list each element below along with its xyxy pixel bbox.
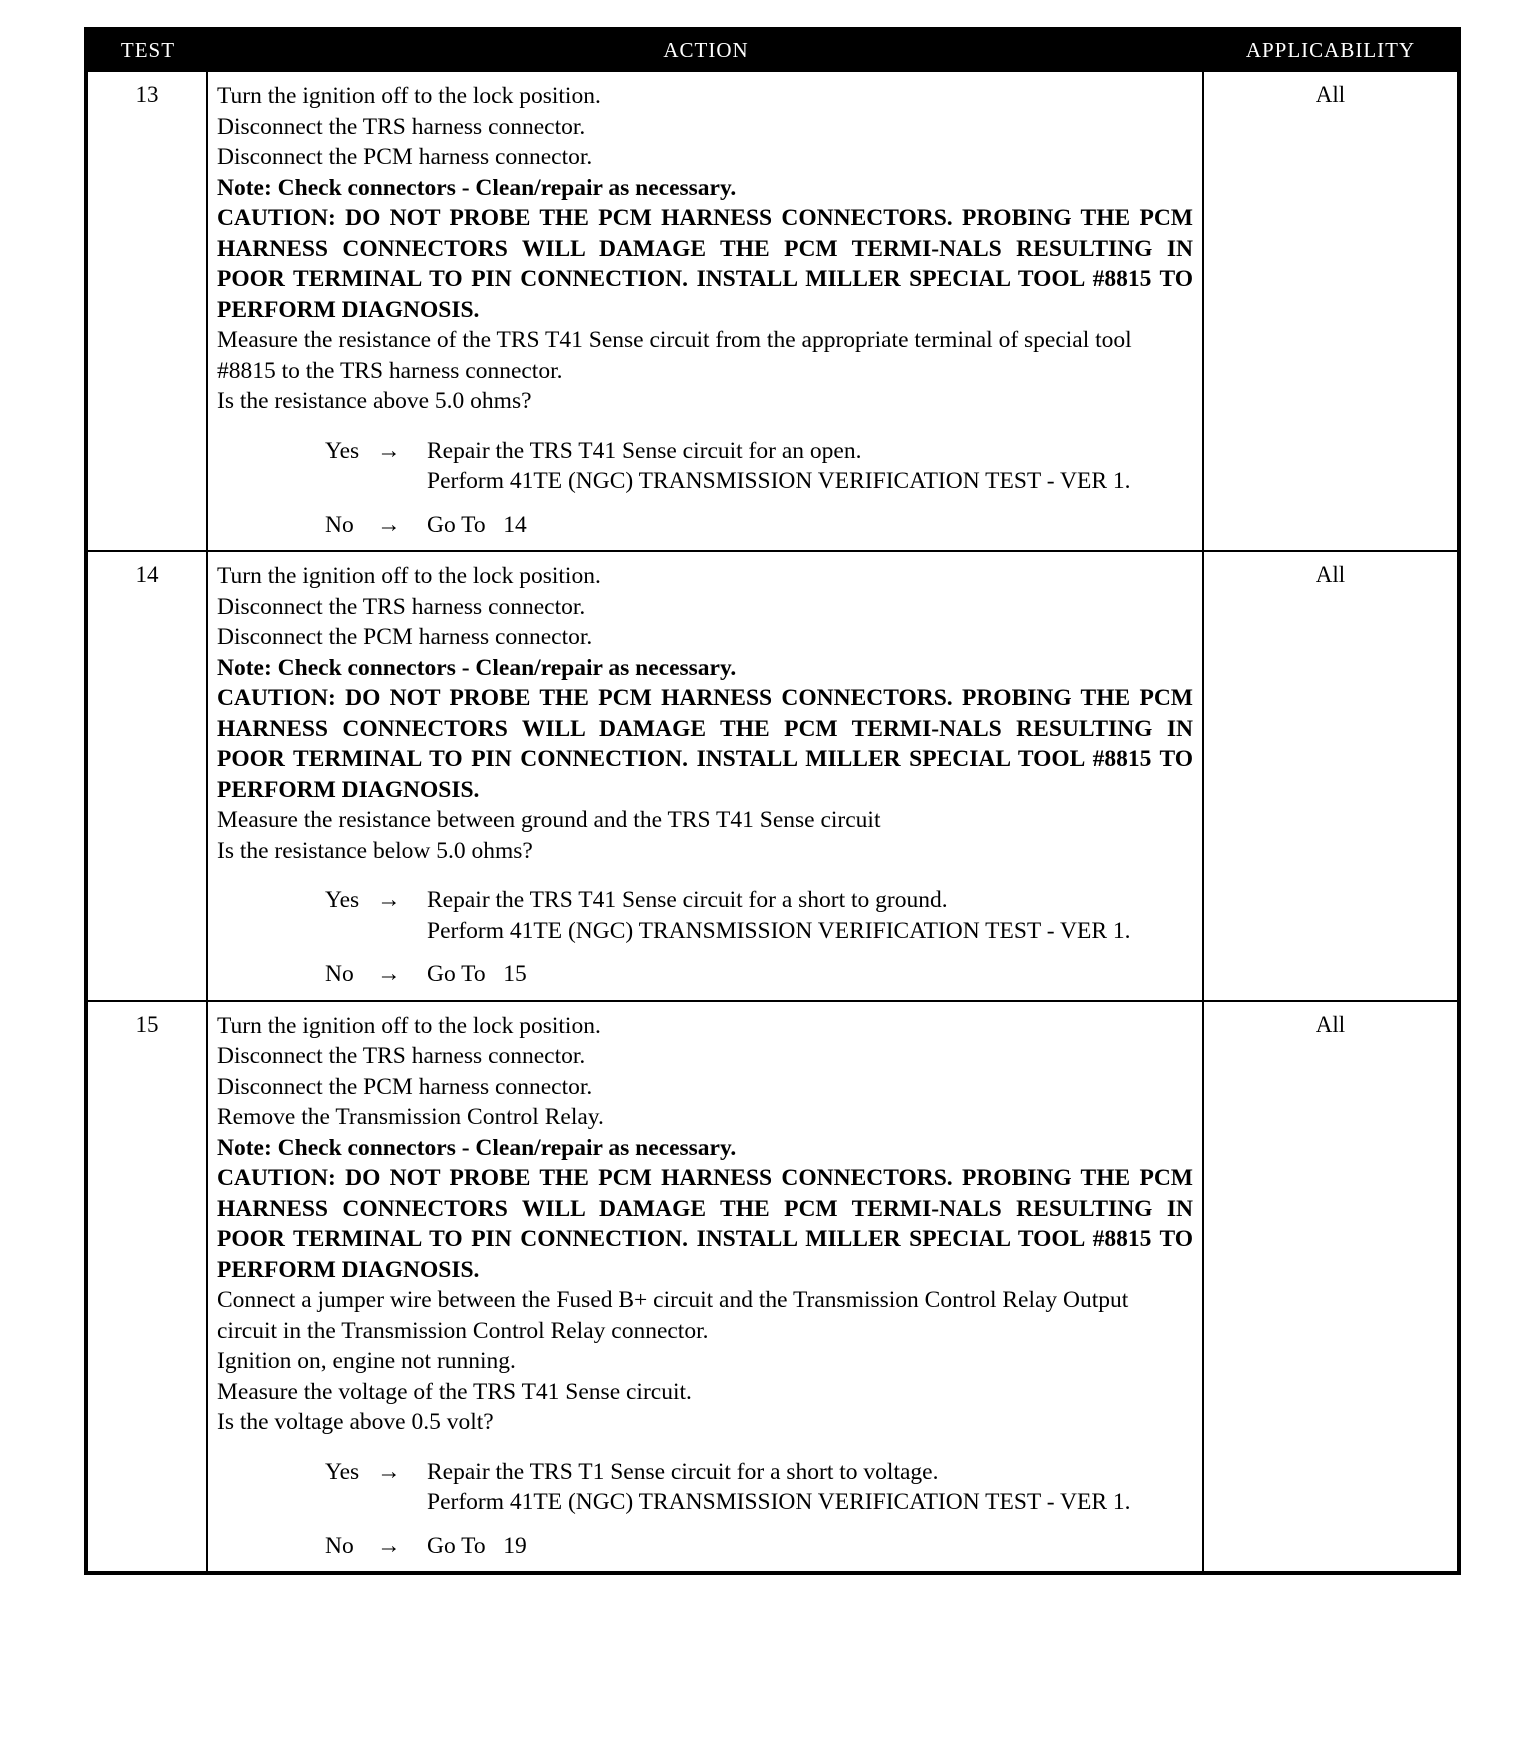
action-line: Turn the ignition off to the lock position.: [217, 83, 601, 109]
action-line: Disconnect the TRS harness connector.: [217, 113, 586, 140]
right-arrow-icon: →: [377, 961, 401, 987]
action-line: Connect a jumper wire between the Fused B+ circuit and the Transmission Control Relay Output circuit in the Transmission Control Relay connector.: [217, 1287, 1129, 1344]
no-result: Go To 19: [427, 1532, 527, 1559]
no-branch: [325, 1531, 1194, 1562]
test-number: 13: [88, 72, 208, 550]
note-line: Note: Check connectors - Clean/repair as necessary.: [217, 654, 737, 681]
result-line: Repair the TRS T1 Sense circuit for a short to voltage.: [427, 1458, 939, 1485]
yes-result: [427, 436, 1194, 497]
note-line: Note: Check connectors - Clean/repair as necessary.: [217, 174, 737, 201]
yes-label: Yes: [325, 1458, 360, 1485]
caution-text: CAUTION: DO NOT PROBE THE PCM HARNESS CONNECTORS. PROBING THE PCM HARNESS CONNECTORS WILL DAMAGE THE PCM TERMI-NALS RESULTING IN POOR TERMINAL TO PIN CONNECTION. INSTALL MILLER SPECIAL TOOL #8815 TO PERFORM DIAGNOSIS.: [217, 205, 1193, 323]
action-line: Ignition on, engine not running.: [217, 1348, 516, 1374]
result-line: Repair the TRS T41 Sense circuit for an open.: [427, 437, 862, 464]
note-line: Note: Check connectors - Clean/repair as necessary.: [217, 1134, 737, 1161]
table-row: [88, 72, 1457, 550]
diagnostic-table: [84, 27, 1461, 1575]
no-label: No: [325, 1532, 354, 1559]
applicability-value: All: [1315, 82, 1346, 107]
result-line: Perform 41TE (NGC) TRANSMISSION VERIFICATION TEST - VER 1.: [427, 468, 1131, 494]
question-line: Is the resistance above 5.0 ohms?: [217, 388, 532, 414]
action-line: Measure the resistance between ground and the TRS T41 Sense circuit: [217, 807, 881, 833]
right-arrow-icon: →: [377, 887, 401, 913]
action-line: Disconnect the PCM harness connector.: [217, 144, 593, 170]
test-number: 14: [88, 552, 208, 1000]
no-branch: [325, 959, 1194, 990]
question-line: Is the voltage above 0.5 volt?: [217, 1409, 494, 1435]
no-branch: [325, 510, 1194, 541]
action-cell: [208, 552, 1204, 1000]
no-label: No: [325, 961, 354, 987]
no-result: Go To 15: [427, 961, 527, 987]
action-cell: [208, 1002, 1204, 1572]
action-line: Disconnect the TRS harness connector.: [217, 1043, 586, 1069]
action-line: Remove the Transmission Control Relay.: [217, 1104, 604, 1130]
yes-branch: [325, 885, 1194, 946]
table-header: [88, 31, 1457, 72]
question-line: Is the resistance below 5.0 ohms?: [217, 837, 533, 864]
no-label: No: [325, 511, 354, 538]
yes-result: [427, 1457, 1194, 1518]
action-line: Disconnect the PCM harness connector.: [217, 1073, 593, 1100]
result-line: Perform 41TE (NGC) TRANSMISSION VERIFICATION TEST - VER 1.: [427, 917, 1131, 944]
test-number: 15: [88, 1002, 208, 1572]
applicability-value: All: [1315, 562, 1346, 587]
action-line: Measure the resistance of the TRS T41 Sense circuit from the appropriate terminal of special tool #8815 to the TRS harness connector.: [217, 327, 1132, 384]
result-line: Perform 41TE (NGC) TRANSMISSION VERIFICATION TEST - VER 1.: [427, 1489, 1131, 1515]
no-result: Go To 14: [427, 511, 527, 538]
action-line: Disconnect the TRS harness connector.: [217, 593, 586, 620]
right-arrow-icon: →: [377, 1532, 401, 1559]
right-arrow-icon: →: [377, 437, 401, 464]
yes-result: [427, 885, 1194, 946]
yes-label: Yes: [325, 437, 360, 464]
table-row: [88, 550, 1457, 1000]
action-line: Measure the voltage of the TRS T41 Sense circuit.: [217, 1378, 692, 1405]
caution-text: CAUTION: DO NOT PROBE THE PCM HARNESS CONNECTORS. PROBING THE PCM HARNESS CONNECTORS WILL DAMAGE THE PCM TERMI-NALS RESULTING IN POOR TERMINAL TO PIN CONNECTION. INSTALL MILLER SPECIAL TOOL #8815 TO PERFORM DIAGNOSIS.: [217, 1165, 1193, 1283]
action-line: Turn the ignition off to the lock position.: [217, 563, 601, 589]
right-arrow-icon: →: [377, 511, 401, 538]
yes-branch: [325, 436, 1194, 497]
right-arrow-icon: →: [377, 1458, 401, 1485]
result-line: Repair the TRS T41 Sense circuit for a short to ground.: [427, 887, 948, 913]
header-applicability: APPLICABILITY: [1245, 37, 1416, 62]
action-line: Turn the ignition off to the lock position.: [217, 1012, 601, 1039]
action-cell: [208, 72, 1204, 550]
header-test: TEST: [120, 37, 176, 62]
header-action: ACTION: [663, 37, 749, 62]
table-row: [88, 1000, 1457, 1572]
caution-text: CAUTION: DO NOT PROBE THE PCM HARNESS CONNECTORS. PROBING THE PCM HARNESS CONNECTORS WILL DAMAGE THE PCM TERMI-NALS RESULTING IN POOR TERMINAL TO PIN CONNECTION. INSTALL MILLER SPECIAL TOOL #8815 TO PERFORM DIAGNOSIS.: [217, 685, 1193, 803]
action-line: Disconnect the PCM harness connector.: [217, 624, 593, 650]
applicability-value: All: [1315, 1011, 1346, 1037]
yes-branch: [325, 1457, 1194, 1518]
yes-label: Yes: [325, 887, 360, 913]
